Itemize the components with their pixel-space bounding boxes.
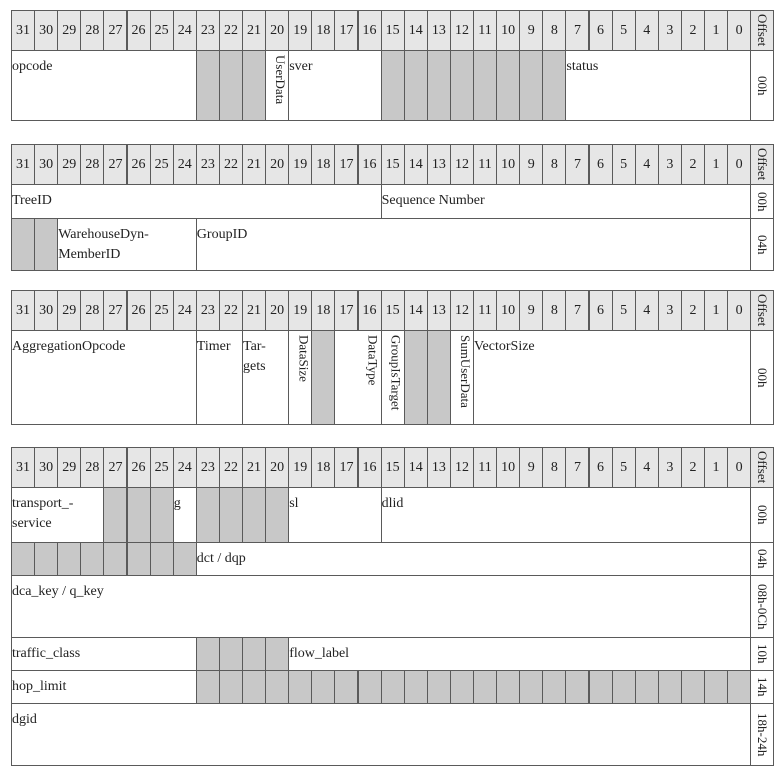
bit-header-28: 28 <box>80 290 104 331</box>
offset-header: Offset <box>750 144 774 185</box>
bit-header-24: 24 <box>173 447 197 488</box>
bit-header-1: 1 <box>704 144 728 185</box>
reserved-bit <box>103 542 127 576</box>
bit-header-0: 0 <box>727 290 751 331</box>
field-dct-dqp: dct / dqp <box>196 542 751 576</box>
bit-header-10: 10 <box>496 290 520 331</box>
reserved-bit <box>219 670 243 704</box>
bit-header-2: 2 <box>681 447 705 488</box>
reserved-bit <box>127 542 151 576</box>
bit-header-14: 14 <box>404 447 428 488</box>
bit-header-30: 30 <box>34 10 58 51</box>
reserved-bit <box>519 50 543 121</box>
field-timer: Timer <box>196 330 243 425</box>
reserved-bit <box>404 670 428 704</box>
bit-header-8: 8 <box>542 447 566 488</box>
reserved-bit <box>34 218 58 271</box>
bit-header-28: 28 <box>80 447 104 488</box>
bit-header-0: 0 <box>727 144 751 185</box>
bit-header-29: 29 <box>57 447 81 488</box>
bit-header-5: 5 <box>612 144 636 185</box>
bit-header-14: 14 <box>404 290 428 331</box>
bit-header-3: 3 <box>658 447 682 488</box>
reserved-bit <box>219 487 243 543</box>
reserved-bit <box>450 670 474 704</box>
bit-header-13: 13 <box>427 144 451 185</box>
reserved-bit <box>450 50 474 121</box>
bit-header-18: 18 <box>311 290 335 331</box>
bit-header-29: 29 <box>57 290 81 331</box>
bit-header-20: 20 <box>265 447 289 488</box>
reserved-bit <box>311 330 335 425</box>
offset-header: Offset <box>750 290 774 331</box>
bit-header-1: 1 <box>704 290 728 331</box>
bit-header-28: 28 <box>80 144 104 185</box>
offset-value: 00h <box>750 50 774 121</box>
field-datasize: DataSize <box>288 330 312 425</box>
offset-value: 08h-0Ch <box>750 575 774 638</box>
bit-header-4: 4 <box>635 10 659 51</box>
bit-header-19: 19 <box>288 10 312 51</box>
reserved-bit <box>704 670 728 704</box>
bit-header-28: 28 <box>80 10 104 51</box>
field-dgid: dgid <box>11 703 751 766</box>
bit-header-12: 12 <box>450 10 474 51</box>
reserved-bit <box>542 670 566 704</box>
field-hop-limit: hop_limit <box>11 670 197 704</box>
bit-header-27: 27 <box>103 144 127 185</box>
reserved-bit <box>57 542 81 576</box>
field-sver: sver <box>288 50 381 121</box>
bit-header-19: 19 <box>288 447 312 488</box>
reserved-bit <box>427 330 451 425</box>
bit-header-20: 20 <box>265 290 289 331</box>
reserved-bit <box>173 542 197 576</box>
reserved-bit <box>311 670 335 704</box>
bit-header-26: 26 <box>127 447 151 488</box>
bit-header-15: 15 <box>381 10 405 51</box>
field-g: g <box>173 487 197 543</box>
bit-header-4: 4 <box>635 447 659 488</box>
bit-header-8: 8 <box>542 10 566 51</box>
field-groupid: GroupID <box>196 218 751 271</box>
bit-header-4: 4 <box>635 144 659 185</box>
bit-header-27: 27 <box>103 10 127 51</box>
bit-header-26: 26 <box>127 144 151 185</box>
bit-header-17: 17 <box>334 290 358 331</box>
reserved-bit <box>265 670 289 704</box>
offset-value: 14h <box>750 670 774 704</box>
field-warehousedyn-memberid: WarehouseDyn- MemberID <box>57 218 197 271</box>
offset-value: 04h <box>750 542 774 576</box>
reserved-bit <box>496 670 520 704</box>
bit-header-0: 0 <box>727 447 751 488</box>
bit-header-9: 9 <box>519 144 543 185</box>
reserved-bit <box>150 542 174 576</box>
offset-value: 00h <box>750 330 774 425</box>
reserved-bit <box>404 330 428 425</box>
bit-header-19: 19 <box>288 290 312 331</box>
field-status: status <box>565 50 751 121</box>
field-sumuserdata: SumUserData <box>450 330 474 425</box>
bit-header-5: 5 <box>612 10 636 51</box>
bit-header-4: 4 <box>635 290 659 331</box>
bit-header-30: 30 <box>34 144 58 185</box>
reserved-bit <box>473 50 497 121</box>
bit-header-25: 25 <box>150 447 174 488</box>
bit-header-7: 7 <box>565 144 589 185</box>
field-flow-label: flow_label <box>288 637 751 671</box>
bit-header-26: 26 <box>127 290 151 331</box>
bit-header-9: 9 <box>519 10 543 51</box>
bit-header-15: 15 <box>381 447 405 488</box>
bit-header-19: 19 <box>288 144 312 185</box>
bit-header-27: 27 <box>103 447 127 488</box>
bit-header-31: 31 <box>11 447 35 488</box>
reserved-bit <box>358 670 382 704</box>
reserved-bit <box>242 637 266 671</box>
bit-header-30: 30 <box>34 447 58 488</box>
bit-header-7: 7 <box>565 10 589 51</box>
offset-value: 10h <box>750 637 774 671</box>
reserved-bit <box>658 670 682 704</box>
bit-header-23: 23 <box>196 290 220 331</box>
bit-header-9: 9 <box>519 290 543 331</box>
bit-header-10: 10 <box>496 144 520 185</box>
bit-header-6: 6 <box>589 290 613 331</box>
reserved-bit <box>103 487 127 543</box>
bit-header-14: 14 <box>404 10 428 51</box>
offset-header: Offset <box>750 10 774 51</box>
bit-header-15: 15 <box>381 144 405 185</box>
bit-header-22: 22 <box>219 290 243 331</box>
bit-header-7: 7 <box>565 290 589 331</box>
bit-header-11: 11 <box>473 144 497 185</box>
reserved-bit <box>11 542 35 576</box>
reserved-bit <box>381 50 405 121</box>
bit-header-21: 21 <box>242 10 266 51</box>
reserved-bit <box>242 670 266 704</box>
field-traffic-class: traffic_class <box>11 637 197 671</box>
reserved-bit <box>265 637 289 671</box>
reserved-bit <box>542 50 566 121</box>
bit-header-21: 21 <box>242 447 266 488</box>
bit-header-5: 5 <box>612 290 636 331</box>
bit-header-5: 5 <box>612 447 636 488</box>
reserved-bit <box>196 50 220 121</box>
bit-header-3: 3 <box>658 10 682 51</box>
bit-header-16: 16 <box>358 144 382 185</box>
bit-header-1: 1 <box>704 447 728 488</box>
reserved-bit <box>496 50 520 121</box>
bit-header-29: 29 <box>57 10 81 51</box>
bit-header-23: 23 <box>196 10 220 51</box>
bit-header-17: 17 <box>334 447 358 488</box>
offset-value: 00h <box>750 487 774 543</box>
bit-header-2: 2 <box>681 10 705 51</box>
bit-header-25: 25 <box>150 290 174 331</box>
bit-header-29: 29 <box>57 144 81 185</box>
bit-header-17: 17 <box>334 10 358 51</box>
bit-header-22: 22 <box>219 10 243 51</box>
bit-header-26: 26 <box>127 10 151 51</box>
reserved-bit <box>612 670 636 704</box>
bit-header-20: 20 <box>265 10 289 51</box>
bit-header-30: 30 <box>34 290 58 331</box>
bit-header-3: 3 <box>658 290 682 331</box>
reserved-bit <box>150 487 174 543</box>
bit-header-25: 25 <box>150 144 174 185</box>
bit-header-0: 0 <box>727 10 751 51</box>
field-transport-service: transport_- service <box>11 487 104 543</box>
bit-header-12: 12 <box>450 447 474 488</box>
reserved-bit <box>288 670 312 704</box>
offset-value: 04h <box>750 218 774 271</box>
bit-header-6: 6 <box>589 447 613 488</box>
field-sequence-number: Sequence Number <box>381 184 752 219</box>
bit-header-21: 21 <box>242 290 266 331</box>
bit-header-24: 24 <box>173 290 197 331</box>
field-dlid: dlid <box>381 487 752 543</box>
bit-header-2: 2 <box>681 290 705 331</box>
bit-header-31: 31 <box>11 10 35 51</box>
reserved-bit <box>681 670 705 704</box>
bit-header-11: 11 <box>473 447 497 488</box>
bit-header-12: 12 <box>450 144 474 185</box>
field-dca-key-q-key: dca_key / q_key <box>11 575 751 638</box>
field-sl: sl <box>288 487 381 543</box>
reserved-bit <box>334 670 358 704</box>
bit-header-24: 24 <box>173 144 197 185</box>
reserved-bit <box>427 670 451 704</box>
reserved-bit <box>242 50 266 121</box>
bit-header-21: 21 <box>242 144 266 185</box>
bit-header-13: 13 <box>427 447 451 488</box>
reserved-bit <box>219 637 243 671</box>
field-datatype: DataType <box>334 330 381 425</box>
field-vectorsize: VectorSize <box>473 330 751 425</box>
field-opcode: opcode <box>11 50 197 121</box>
reserved-bit <box>219 50 243 121</box>
bit-header-11: 11 <box>473 10 497 51</box>
bit-header-27: 27 <box>103 290 127 331</box>
reserved-bit <box>565 670 589 704</box>
bit-header-16: 16 <box>358 10 382 51</box>
bit-header-18: 18 <box>311 10 335 51</box>
bit-header-8: 8 <box>542 290 566 331</box>
field-tar-gets: Tar- gets <box>242 330 289 425</box>
bit-header-8: 8 <box>542 144 566 185</box>
bit-header-23: 23 <box>196 447 220 488</box>
offset-value: 18h-24h <box>750 703 774 766</box>
offset-value: 00h <box>750 184 774 219</box>
bit-header-18: 18 <box>311 447 335 488</box>
bit-header-1: 1 <box>704 10 728 51</box>
reserved-bit <box>34 542 58 576</box>
bit-header-16: 16 <box>358 447 382 488</box>
reserved-bit <box>196 670 220 704</box>
bit-header-20: 20 <box>265 144 289 185</box>
bit-header-13: 13 <box>427 10 451 51</box>
offset-header: Offset <box>750 447 774 488</box>
bit-header-2: 2 <box>681 144 705 185</box>
bit-header-6: 6 <box>589 144 613 185</box>
bit-header-23: 23 <box>196 144 220 185</box>
bit-header-22: 22 <box>219 144 243 185</box>
reserved-bit <box>519 670 543 704</box>
reserved-bit <box>589 670 613 704</box>
field-groupistarget: GroupIsTarget <box>381 330 405 425</box>
reserved-bit <box>196 637 220 671</box>
bit-header-7: 7 <box>565 447 589 488</box>
bit-header-25: 25 <box>150 10 174 51</box>
bit-header-15: 15 <box>381 290 405 331</box>
reserved-bit <box>265 487 289 543</box>
reserved-bit <box>196 487 220 543</box>
reserved-bit <box>635 670 659 704</box>
bit-header-9: 9 <box>519 447 543 488</box>
bit-header-16: 16 <box>358 290 382 331</box>
bit-header-12: 12 <box>450 290 474 331</box>
reserved-bit <box>381 670 405 704</box>
field-userdata: UserData <box>265 50 289 121</box>
bit-header-31: 31 <box>11 290 35 331</box>
bit-header-18: 18 <box>311 144 335 185</box>
reserved-bit <box>427 50 451 121</box>
bit-header-17: 17 <box>334 144 358 185</box>
bit-header-14: 14 <box>404 144 428 185</box>
reserved-bit <box>127 487 151 543</box>
bit-header-13: 13 <box>427 290 451 331</box>
reserved-bit <box>242 487 266 543</box>
bit-header-10: 10 <box>496 447 520 488</box>
bit-header-11: 11 <box>473 290 497 331</box>
field-treeid: TreeID <box>11 184 382 219</box>
reserved-bit <box>473 670 497 704</box>
bit-header-22: 22 <box>219 447 243 488</box>
bit-header-24: 24 <box>173 10 197 51</box>
reserved-bit <box>727 670 751 704</box>
reserved-bit <box>80 542 104 576</box>
bit-header-3: 3 <box>658 144 682 185</box>
bit-header-6: 6 <box>589 10 613 51</box>
field-aggregationopcode: AggregationOpcode <box>11 330 197 425</box>
reserved-bit <box>11 218 35 271</box>
bit-header-10: 10 <box>496 10 520 51</box>
bit-header-31: 31 <box>11 144 35 185</box>
reserved-bit <box>404 50 428 121</box>
